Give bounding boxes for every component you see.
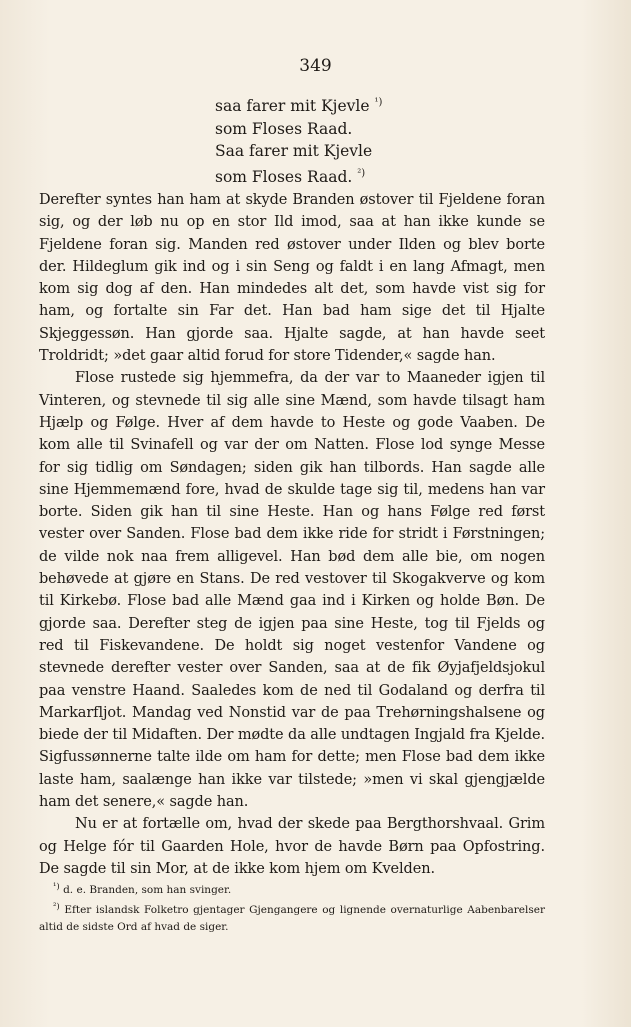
footnote — [39, 879, 545, 899]
verse-line — [215, 92, 382, 118]
verse-line — [215, 118, 382, 141]
footnote-mark: ¹) — [53, 882, 60, 892]
verse-line-text: saa farer mit Kjevle — [215, 97, 370, 115]
paragraph: Nu er at fortælle om, hvad der skede paa Bergthorshvaal. Grim og Helge fór til Gaarden Hole, hvor de havde Børn paa Opfostring. De sagde til sin Mor, at de ikke kom hjem om Kvelden. — [39, 816, 545, 877]
verse-line — [215, 163, 382, 189]
paragraph: Flose rustede sig hjemmefra, da der var to Maaneder igjen til Vinteren, og stevnede til sig alle sine Mænd, som havde tilsagt ham Hjælp og Følge. Hver af dem havde to Heste og gode Vaaben. De kom alle til Svinafell og var der om Natten. Flose lod synge Messe for sig tidlig om Søndagen; siden gik han tilbords. Han sagde alle sine Hjemmemænd fore, hvad de skulde tage sig til, medens han var borte. Siden gik han til sine Heste. Han og hans Følge red først vester over Sanden. Flose bad dem ikke ride for stridt i Førstningen; de vilde nok naa frem alligevel. Han bød dem alle bie, om nogen behøvede at gjøre en Stans. De red vestover til Skogakverve og kom til Kirkebø. Flose bad alle Mænd gaa ind i Kirken og holde Bøn. De gjorde saa. Derefter steg de igjen paa sine Heste, tog til Fjelds og red til Fiskevandene. De holdt sig noget vestenfor Vandene og stevnede derefter vester over Sanden, saa at de fik Øyjafjeldsjokul paa venstre Haand. Saaledes kom de ned til Godaland og derfra til Markarfljot. Mandag ved Nonstid var de paa Trehørningshalsene og biede der til Midaften. Der mødte da alle undtagen Ingjald fra Kjelde. Sigfussønnerne talte ilde om ham for dette; men Flose bad dem ikke laste ham, saalænge han ikke var tilstede; »men vi skal gjengjælde ham det senere,« sagde han. — [39, 370, 545, 811]
footnote-ref: ¹) — [374, 97, 383, 108]
page-number: 349 — [299, 56, 332, 76]
verse-line-text: Saa farer mit Kjevle — [215, 142, 373, 160]
footnote-text: d. e. Branden, som han svinger. — [63, 884, 232, 896]
footnotes — [39, 879, 545, 936]
footnote-mark: ²) — [53, 902, 60, 912]
footnote-ref: ²) — [357, 167, 366, 179]
footnote-text: Efter islandsk Folketro gjentager Gjengangere og lignende overnaturlige Aabenbarelser altid de sidste Ord af hvad de siger. — [39, 904, 545, 933]
body-text — [39, 189, 545, 880]
verse-line-text: som Floses Raad. — [215, 167, 353, 186]
verse-line-text: som Floses Raad. — [215, 119, 353, 138]
verse-block — [215, 92, 382, 188]
paragraph: Derefter syntes han ham at skyde Branden østover til Fjeldene foran sig, og der løb nu op en stor Ild imod, saa at han ikke kunde se Fjeldene foran sig. Manden red østover under Ilden og blev borte der. Hildeglum gik ind og i sin Seng og faldt i en lang Afmagt, men kom sig dog af den. Han mindedes alt det, som havde vist sig for ham, og fortalte sin Far det. Han bad ham sige det til Hjalte Skjeggessøn. Han gjorde saa. Hjalte sagde, at han havde seet Troldridt; »det gaar altid forud for store Tidender,« sagde han. — [39, 192, 545, 365]
footnote — [39, 899, 545, 936]
verse-line — [215, 140, 382, 163]
